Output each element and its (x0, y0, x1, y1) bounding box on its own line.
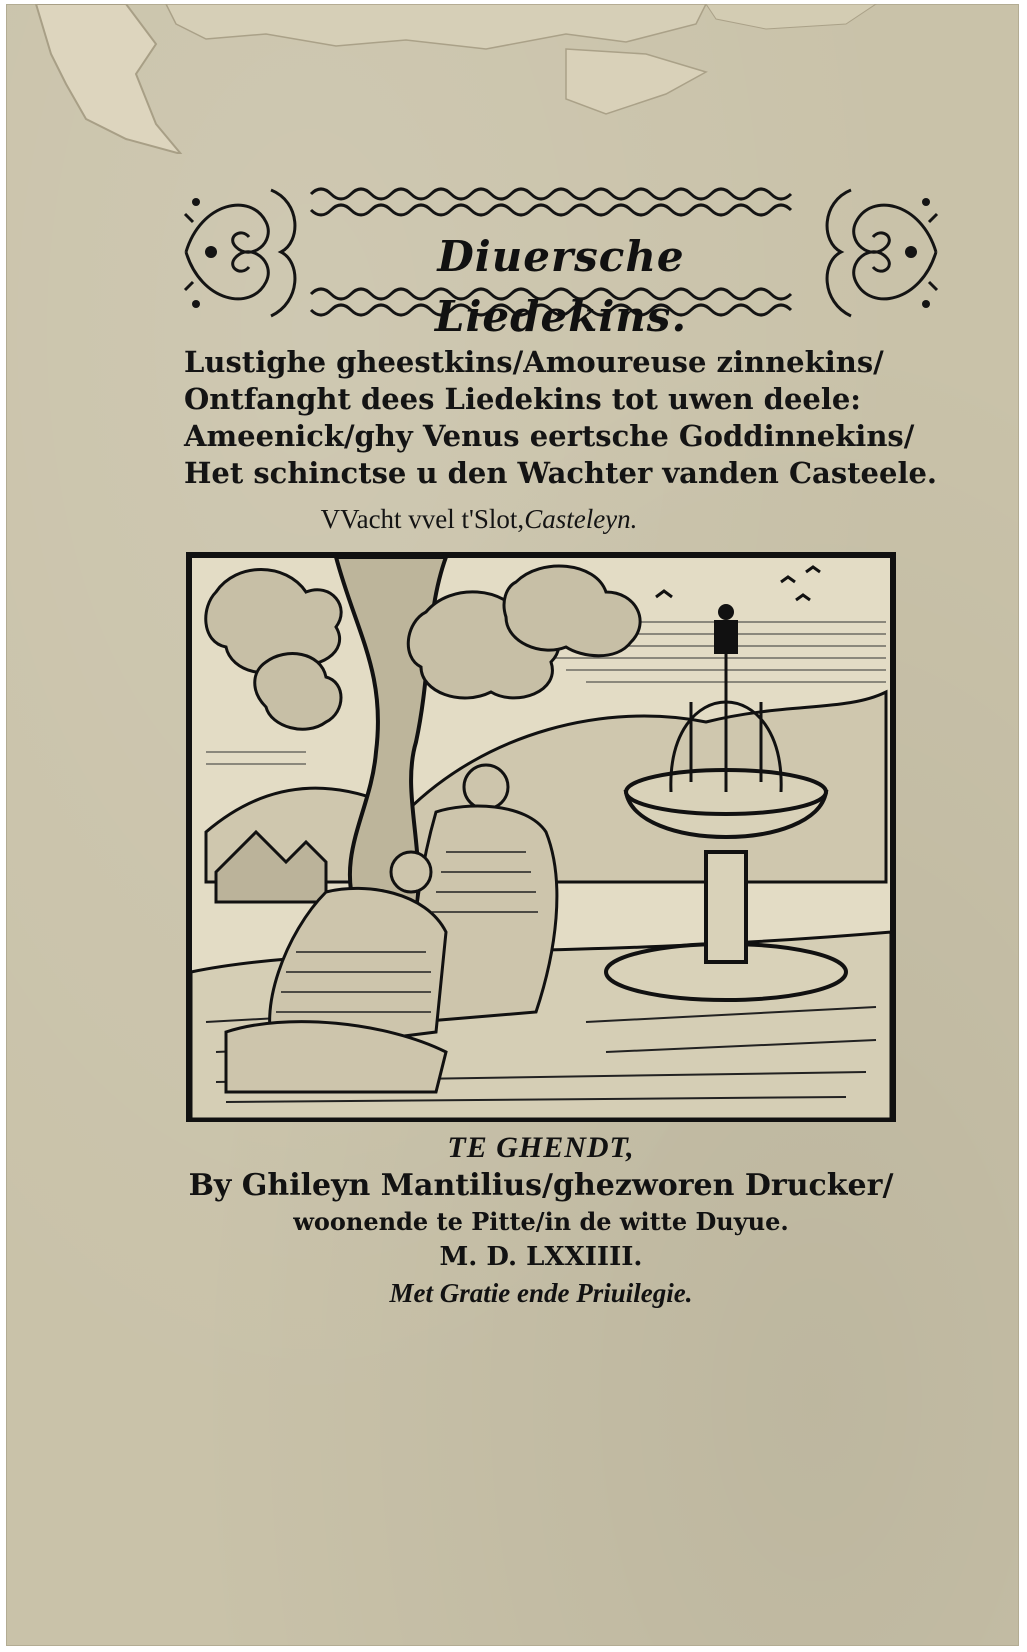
verse-line: Lustighe gheestkins/Amoureuse zinnekins/ (184, 345, 884, 379)
torn-paper-top (6, 4, 1019, 154)
title-banner (181, 182, 941, 341)
book-title: Diuersche Liedekins. (434, 232, 688, 341)
imprint-printer: By Ghileyn Mantilius/ghezworen Drucker/ (188, 1168, 894, 1203)
imprint-city: TE GHENDT, (447, 1131, 635, 1164)
verse-line: Ontfanght dees Liedekins tot uwen deele: (184, 382, 862, 416)
motto-author: Casteleyn. (524, 504, 638, 534)
woodcut-illustration (186, 552, 896, 1122)
imprint-address: woonende te Pitte/in de witte Duyue. (293, 1207, 789, 1236)
title-verse (184, 344, 954, 492)
verse-line: Het schinctse u den Wachter vanden Casteele. (184, 456, 938, 490)
imprint (186, 1129, 896, 1311)
imprint-privilege: Met Gratie ende Priuilegie. (389, 1278, 693, 1308)
motto-text: VVacht vvel t'Slot, (320, 504, 525, 534)
verse-line: Ameenick/ghy Venus eertsche Goddinnekins/ (184, 419, 915, 453)
book-cover (6, 4, 1019, 1646)
imprint-year: M. D. LXXIIII. (439, 1242, 643, 1272)
motto (184, 504, 774, 535)
